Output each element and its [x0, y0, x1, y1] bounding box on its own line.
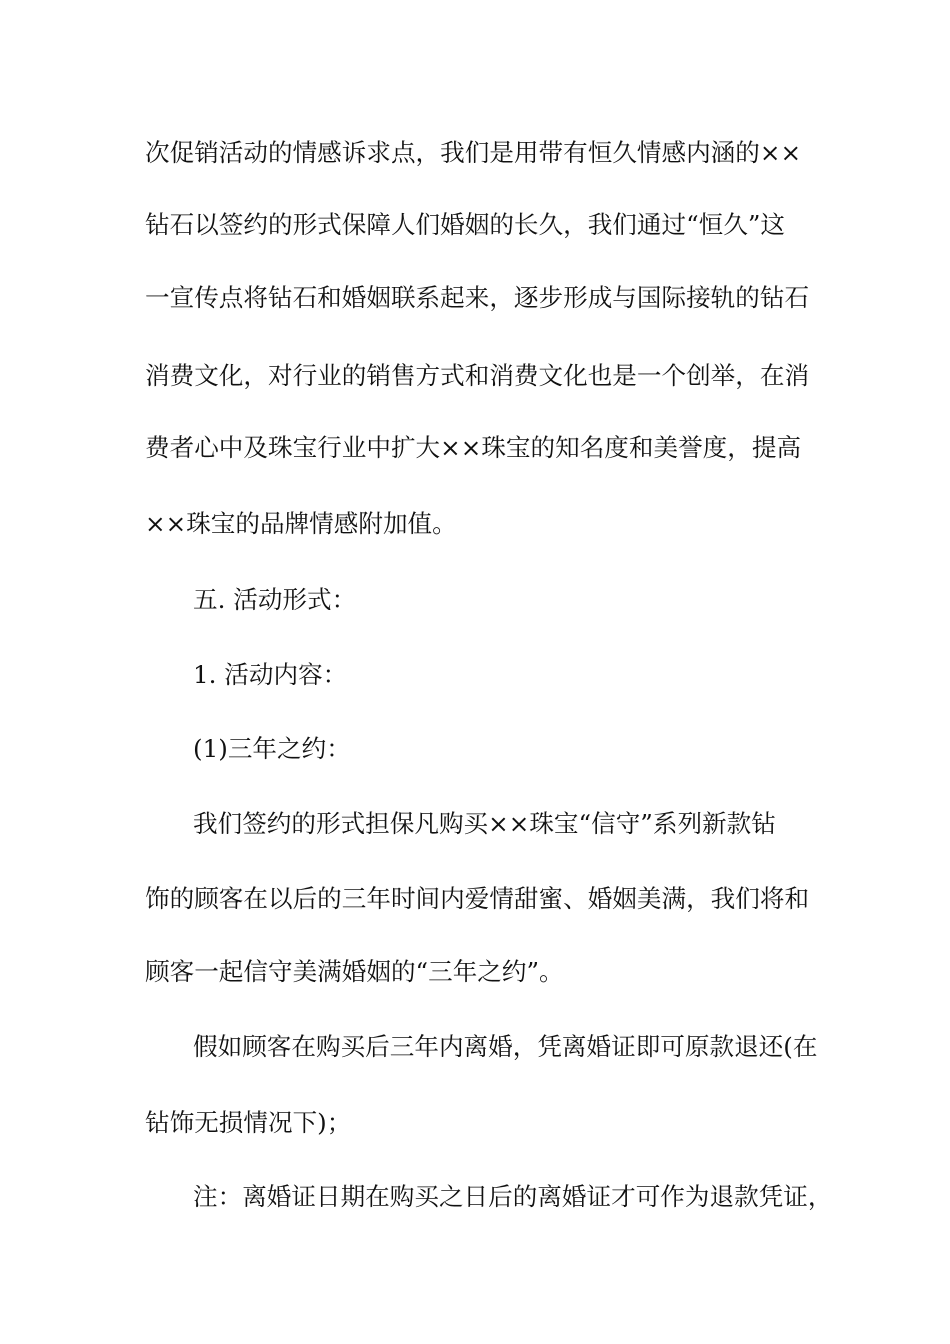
paragraph-line: 费者心中及珠宝行业中扩大××珠宝的知名度和美誉度，提高 — [145, 433, 802, 462]
paragraph-line: 假如顾客在购买后三年内离婚，凭离婚证即可原款退还(在 — [193, 1032, 818, 1061]
paragraph-line: 饰的顾客在以后的三年时间内爱情甜蜜、婚姻美满，我们将和 — [145, 884, 810, 913]
paragraph-line: 我们签约的形式担保凡购买××珠宝“信守”系列新款钻 — [193, 809, 776, 838]
paragraph-line: 次促销活动的情感诉求点，我们是用带有恒久情感内涵的×× — [145, 138, 802, 167]
paragraph-line: 一宣传点将钻石和婚姻联系起来，逐步形成与国际接轨的钻石 — [145, 283, 810, 312]
item-heading: (1)三年之约： — [193, 734, 351, 763]
paragraph-line: 钻石以签约的形式保障人们婚姻的长久，我们通过“恒久”这 — [145, 210, 785, 239]
note-line: 注：离婚证日期在购买之日后的离婚证才可作为退款凭证， — [193, 1182, 833, 1211]
subsection-heading: 1. 活动内容： — [193, 660, 348, 689]
section-heading: 五. 活动形式： — [193, 585, 357, 614]
paragraph-line: ××珠宝的品牌情感附加值。 — [145, 509, 457, 538]
paragraph-line: 消费文化，对行业的销售方式和消费文化也是一个创举，在消 — [145, 361, 810, 390]
paragraph-line: 钻饰无损情况下)； — [145, 1108, 352, 1137]
paragraph-line: 顾客一起信守美满婚姻的“三年之约”。 — [145, 957, 564, 986]
